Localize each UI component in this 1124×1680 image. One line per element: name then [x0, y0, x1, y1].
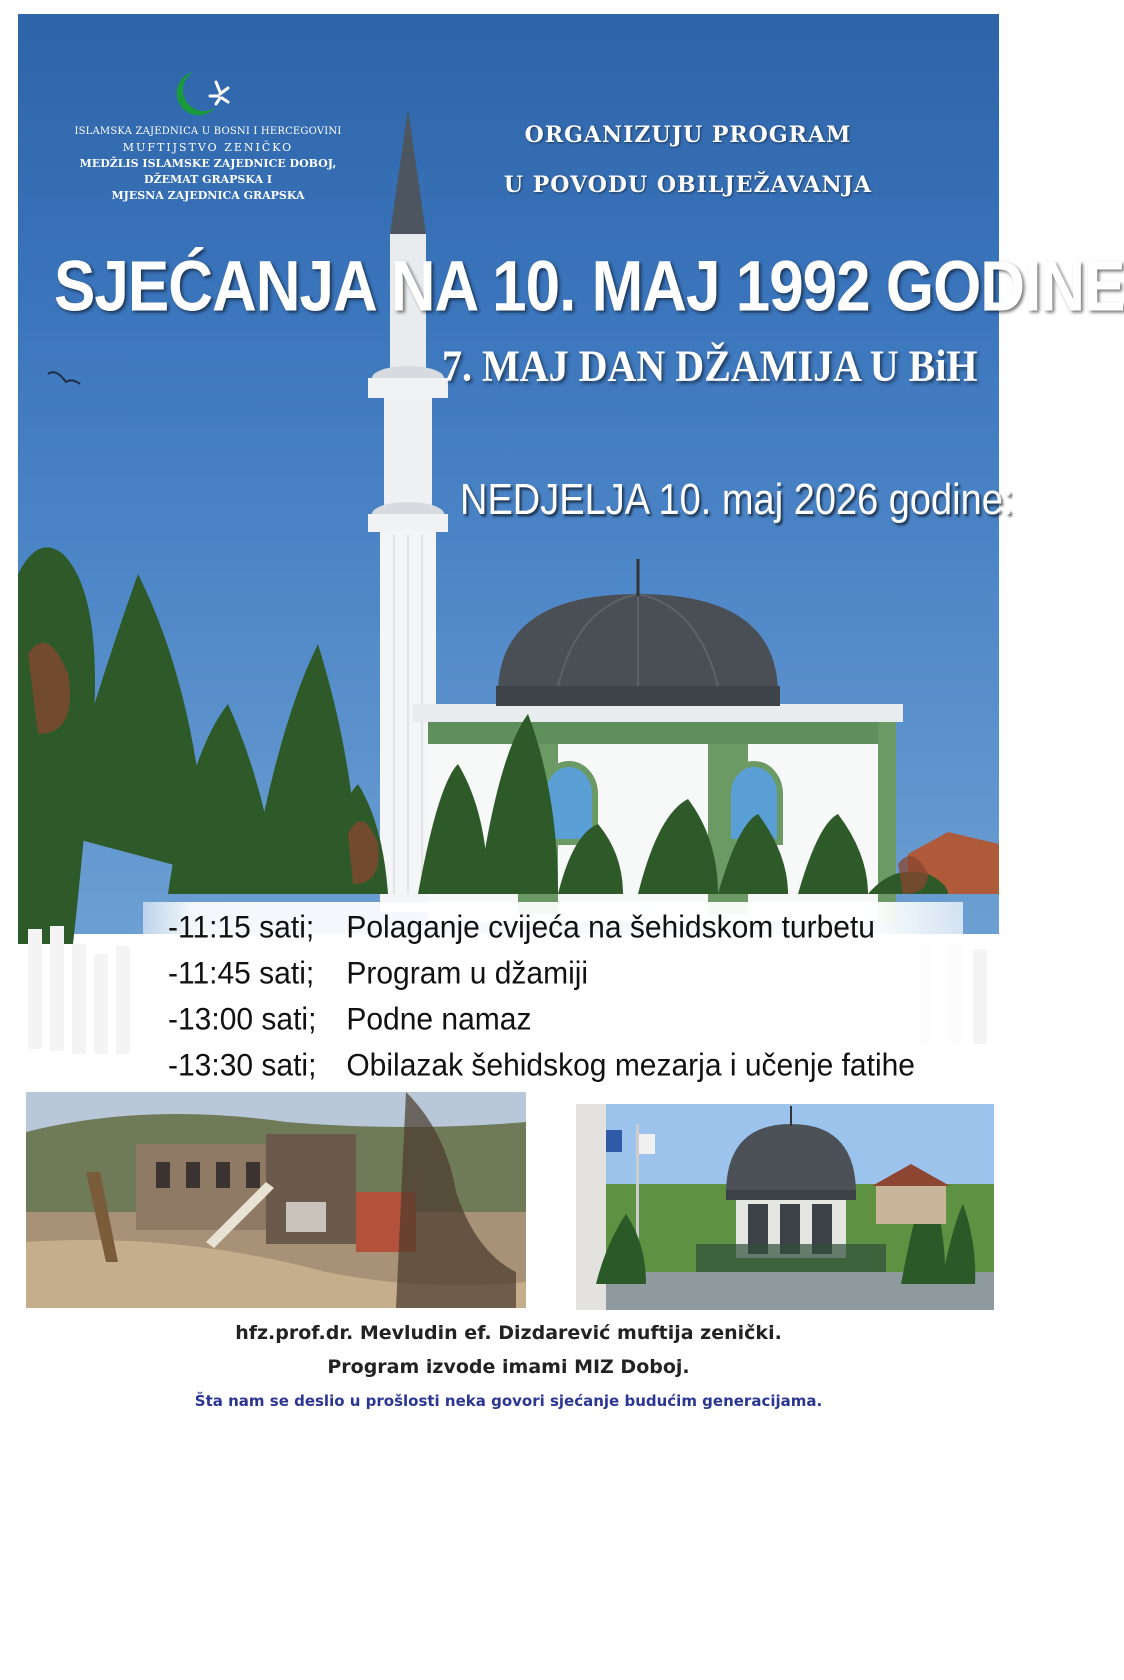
schedule-item [168, 1048, 915, 1084]
footer-muftija: hfz.prof.dr. Mevludin ef. Dizdarević muftija zenički. [235, 1322, 782, 1344]
schedule-item [168, 956, 588, 992]
footer-motto: Šta nam se deslio u prošlosti neka govori sjećanje budućim generacijama. [194, 1392, 823, 1410]
organizer-line: DŽEMAT GRAPSKA I [144, 173, 272, 186]
subtitle: 7. MAJ DAN DŽAMIJA U BiH [442, 341, 978, 391]
schedule-panel [143, 902, 963, 1102]
crescent-star-logo-icon [158, 64, 248, 124]
schedule-time: -11:45 sati; [168, 956, 315, 991]
intro-line: ORGANIZUJU PROGRAM [524, 122, 852, 148]
intro-line: U POVODU OBILJEŽAVANJA [503, 172, 873, 198]
organizer-line: MUFTIJSTVO ZENIČKO [122, 141, 294, 154]
schedule-time: -11:15 sati; [168, 910, 315, 945]
schedule-activity: Obilazak šehidskog mezarja i učenje fatihe [346, 1048, 915, 1083]
poster [18, 14, 1124, 1680]
schedule-item [168, 910, 875, 946]
schedule-time: -13:30 sati; [168, 1048, 317, 1083]
photo-watermark: NovaGrapska.com [194, 1666, 317, 1680]
schedule-time: -13:00 sati; [168, 1002, 317, 1037]
organizer-line: MEDŽLIS ISLAMSKE ZAJEDNICE DOBOJ, [79, 157, 337, 170]
organizer-line: MJESNA ZAJEDNICA GRAPSKA [111, 189, 305, 202]
schedule-item [168, 1002, 531, 1038]
main-title: SJEĆANJA NA 10. MAJ 1992 GODINE [54, 247, 1124, 327]
organizer-line: ISLAMSKA ZAJEDNICA U BOSNI I HERCEGOVINI [74, 126, 342, 137]
schedule-activity: Program u džamiji [346, 956, 589, 991]
organizers-block [48, 124, 368, 204]
schedule-activity: Polaganje cvijeća na šehidskom turbetu [346, 910, 875, 945]
intro-text [438, 110, 938, 210]
event-date: NEDJELJA 10. maj 2026 godine: [460, 476, 1014, 525]
footer-program: Program izvode imami MIZ Doboj. [327, 1356, 690, 1378]
photo-turbe [576, 1104, 994, 1310]
schedule-activity: Podne namaz [346, 1002, 532, 1037]
